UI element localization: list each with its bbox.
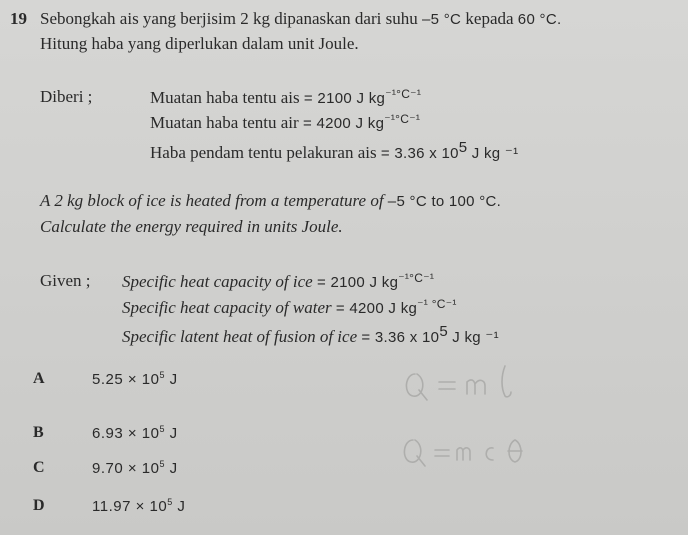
english-temp-from: –5 °C to <box>387 193 445 210</box>
question-text-english-line2: Calculate the energy required in units Joule. <box>40 217 343 236</box>
given-row3-exp: 5 <box>439 323 448 340</box>
diberi-row1-value: = 2100 J kg <box>303 90 386 107</box>
option-b-value <box>92 424 178 442</box>
given-row-latent <box>122 323 499 347</box>
diberi-row2-text: Muatan haba tentu air <box>150 113 299 132</box>
temp-to: 60 °C. <box>517 11 562 28</box>
option-a-letter: A <box>33 370 45 387</box>
option-c-unit: J <box>169 460 178 477</box>
diberi-row-latent <box>150 139 518 163</box>
english-line1-text: A 2 kg block of ice is heated from a temperature of <box>40 191 384 210</box>
temp-from: –5 °C <box>421 11 462 28</box>
option-a-unit: J <box>169 371 178 388</box>
option-d-unit: J <box>177 498 186 515</box>
diberi-row-ice <box>150 87 421 108</box>
option-c-letter: C <box>33 459 45 476</box>
question-line1-text: Sebongkah ais yang berjisim 2 kg dipanaskan dari suhu <box>40 9 418 28</box>
handwritten-scribble <box>395 360 575 470</box>
question-text-malay-line1 <box>40 9 561 29</box>
option-d-letter: D <box>33 497 45 514</box>
option-d-mantissa: 11.97 × 10 <box>92 498 168 515</box>
diberi-row2-unit: ⁻¹°C⁻¹ <box>384 112 421 126</box>
diberi-row1-unit: ⁻¹°C⁻¹ <box>385 87 422 101</box>
option-d-value <box>92 497 185 515</box>
option-b-mantissa: 6.93 × 10 <box>92 425 160 442</box>
diberi-row3-text: Haba pendam tentu pelakuran ais <box>150 143 377 162</box>
option-c-value <box>92 459 178 477</box>
option-b-exp: 5 <box>159 424 165 434</box>
option-a-value <box>92 370 178 388</box>
diberi-row-water <box>150 112 420 133</box>
question-text-english-line1 <box>40 191 501 211</box>
diberi-row3-value: = 3.36 x 10 <box>380 145 459 162</box>
diberi-label: Diberi ; <box>40 87 93 106</box>
given-row3-text: Specific latent heat of fusion of ice <box>122 327 358 346</box>
option-a-mantissa: 5.25 × 10 <box>92 371 160 388</box>
diberi-row3-exp: 5 <box>458 139 468 156</box>
option-c-mantissa: 9.70 × 10 <box>92 460 160 477</box>
diberi-row3-unit: J kg ⁻¹ <box>471 145 519 162</box>
english-temp-to: 100 °C. <box>448 193 502 210</box>
given-row1-unit: ⁻¹°C⁻¹ <box>398 271 435 285</box>
given-row1-text: Specific heat capacity of ice <box>122 272 313 291</box>
option-a-exp: 5 <box>159 370 165 380</box>
given-row2-value: = 4200 J kg <box>335 300 418 317</box>
given-row2-unit: ⁻¹ °C⁻¹ <box>417 297 457 311</box>
option-d-exp: 5 <box>167 497 173 507</box>
given-row3-unit: J kg ⁻¹ <box>452 329 499 346</box>
option-c-exp: 5 <box>159 459 165 469</box>
question-number: 19 <box>10 9 27 28</box>
diberi-row2-value: = 4200 J kg <box>302 115 385 132</box>
given-label: Given ; <box>40 271 91 290</box>
option-b-unit: J <box>169 425 178 442</box>
diberi-row1-text: Muatan haba tentu ais <box>150 88 300 107</box>
question-text-malay-line2: Hitung haba yang diperlukan dalam unit Joule. <box>40 34 359 53</box>
option-b-letter: B <box>33 424 44 441</box>
given-row2-text: Specific heat capacity of water <box>122 298 332 317</box>
given-row-water <box>122 297 457 318</box>
given-row3-value: = 3.36 x 10 <box>361 329 440 346</box>
given-row1-value: = 2100 J kg <box>316 274 399 291</box>
kepada-word: kepada <box>465 9 514 28</box>
given-row-ice <box>122 271 434 292</box>
